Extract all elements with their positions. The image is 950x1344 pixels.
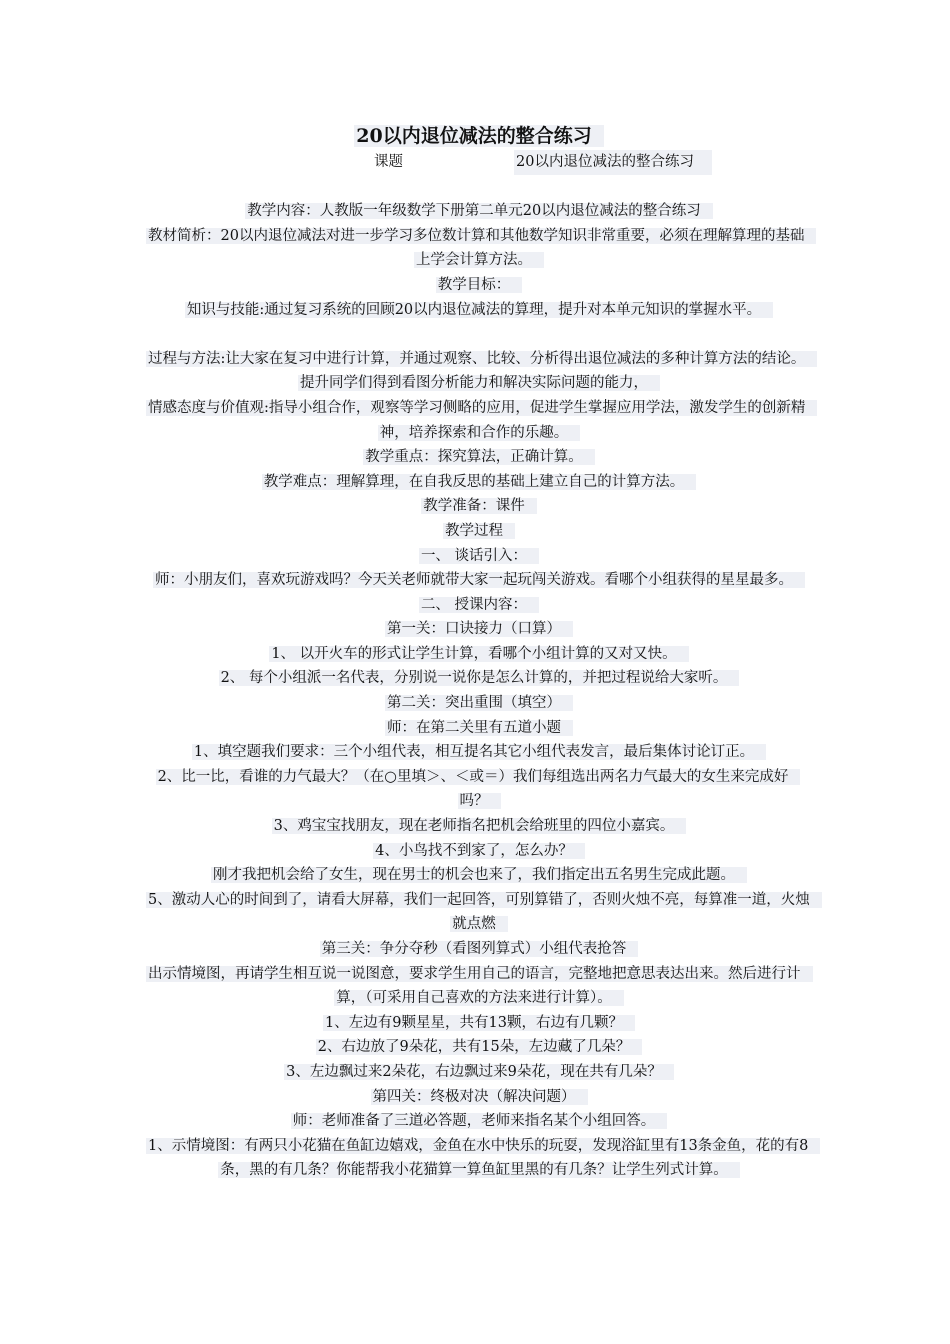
paragraph-text: 第二关：突出重围（填空） bbox=[385, 695, 573, 711]
paragraph-line bbox=[146, 1011, 812, 1036]
paragraph-line bbox=[146, 519, 812, 544]
paragraph-line bbox=[146, 937, 812, 962]
paragraph-text: 第三关：争分夺秒（看图列算式）小组代表抢答 bbox=[320, 941, 639, 957]
paragraph-line bbox=[146, 593, 812, 618]
paragraph-line bbox=[146, 765, 812, 814]
document-lines bbox=[146, 199, 812, 1183]
paragraph-text: 知识与技能:通过复习系统的回顾20以内退位减法的算理，提升对本单元知识的掌握水平。 bbox=[185, 302, 773, 318]
paragraph-text: 3、鸡宝宝找朋友，现在老师指名把机会给班里的四位小嘉宾。 bbox=[272, 818, 687, 834]
paragraph-line bbox=[146, 740, 812, 765]
paragraph-text: 教学目标： bbox=[436, 277, 523, 293]
paragraph-text: 一、 谈话引入： bbox=[419, 548, 539, 564]
document-body bbox=[146, 122, 812, 1183]
paragraph-text: 过程与方法:让大家在复习中进行计算，并通过观察、比较、分析得出退位减法的多种计算方法的结论。提升同学们得到看图分析能力和解决实际问题的能力， bbox=[146, 351, 817, 392]
paragraph-line bbox=[146, 396, 812, 445]
document-title bbox=[146, 122, 812, 150]
paragraph-text: 教学难点：理解算理，在自我反思的基础上建立自己的计算方法。 bbox=[262, 474, 697, 490]
paragraph-line bbox=[146, 494, 812, 519]
paragraph-line bbox=[146, 273, 812, 298]
paragraph-line bbox=[146, 568, 812, 593]
paragraph-line bbox=[146, 666, 812, 691]
paragraph-line bbox=[146, 962, 812, 1011]
paragraph-text: 1、填空题我们要求：三个小组代表，相互提名其它小组代表发言，最后集体讨论订正。 bbox=[192, 744, 766, 760]
paragraph-line bbox=[146, 470, 812, 495]
paragraph-text: 2、 每个小组派一名代表，分别说一说你是怎么计算的，并把过程说给大家听。 bbox=[219, 670, 740, 686]
paragraph-line bbox=[146, 691, 812, 716]
paragraph-line bbox=[146, 1085, 812, 1110]
paragraph-text: 教材简析：20以内退位减法对进一步学习多位数计算和其他数学知识非常重要，必须在理解算理的基础上学会计算方法。 bbox=[146, 228, 816, 269]
blank-line bbox=[146, 322, 812, 347]
paragraph-text: 教学内容：人教版一年级数学下册第二单元20以内退位减法的整合练习 bbox=[245, 203, 712, 219]
paragraph-line bbox=[146, 716, 812, 741]
paragraph-text: 第四关：终极对决（解决问题） bbox=[371, 1089, 588, 1105]
paragraph-text: 2、右边放了9朵花，共有15朵，左边藏了几朵？ bbox=[316, 1039, 642, 1055]
paragraph-line bbox=[146, 814, 812, 839]
topic-label: 课题 bbox=[374, 154, 404, 170]
paragraph-line bbox=[146, 617, 812, 642]
paragraph-text: 1、左边有9颗星星，共有13颗，右边有几颗？ bbox=[323, 1015, 635, 1031]
paragraph-text: 情感态度与价值观:指导小组合作，观察等学习侧略的应用，促进学生掌握应用学法，激发学生的创新精神，培养探索和合作的乐趣。 bbox=[146, 400, 817, 441]
paragraph-line bbox=[146, 544, 812, 569]
paragraph-text: 3、左边飘过来2朵花，右边飘过来9朵花，现在共有几朵？ bbox=[284, 1064, 674, 1080]
paragraph-text: 第一关：口诀接力（口算） bbox=[385, 621, 573, 637]
paragraph-line bbox=[146, 347, 812, 396]
paragraph-text: 师：老师准备了三道必答题，老师来指名某个小组回答。 bbox=[291, 1113, 668, 1129]
paragraph-text: 二、 授课内容： bbox=[419, 597, 539, 613]
paragraph-text: 出示情境图，再请学生相互说一说图意，要求学生用自己的语言，完整地把意思表达出来。然后进行计算，（可采用自己喜欢的方法来进行计算）。 bbox=[146, 966, 813, 1007]
paragraph-line bbox=[146, 298, 812, 323]
paragraph-text: 4、小鸟找不到家了，怎么办？ bbox=[373, 843, 585, 859]
paragraph-text: 教学重点：探究算法，正确计算。 bbox=[363, 449, 595, 465]
document-title-text: 20以内退位减法的整合练习 bbox=[354, 125, 603, 147]
paragraph-text: 5、激动人心的时间到了，请看大屏幕，我们一起回答，可别算错了，否则火烛不亮，每算准一道，火烛就点燃 bbox=[146, 892, 822, 933]
paragraph-text: 师：小朋友们，喜欢玩游戏吗？今天关老师就带大家一起玩闯关游戏。看哪个小组获得的星星最多。 bbox=[153, 572, 805, 588]
paragraph-text: 1、示情境图：有两只小花猫在鱼缸边嬉戏，金鱼在水中快乐的玩耍，发现浴缸里有13条金鱼，花的有8条，黑的有几条？你能帮我小花猫算一算鱼缸里黑的有几条？让学生列式计算。 bbox=[146, 1138, 820, 1179]
topic-value: 20以内退位减法的整合练习 bbox=[514, 150, 712, 175]
paragraph-text: 2、比一比，看谁的力气最大？（在○里填＞、＜或＝）我们每组选出两名力气最大的女生来完成好吗？ bbox=[156, 769, 801, 810]
paragraph-text: 1、 以开火车的形式让学生计算，看哪个小组计算的又对又快。 bbox=[269, 646, 688, 662]
paragraph-line bbox=[146, 1109, 812, 1134]
paragraph-text: 教学准备：课件 bbox=[421, 498, 537, 514]
paragraph-line bbox=[146, 888, 812, 937]
paragraph-line bbox=[146, 1035, 812, 1060]
blank-line bbox=[146, 175, 812, 200]
paragraph-line bbox=[146, 642, 812, 667]
paragraph-line bbox=[146, 839, 812, 864]
topic-row bbox=[146, 150, 812, 175]
paragraph-line bbox=[146, 1134, 812, 1183]
paragraph-line bbox=[146, 224, 812, 273]
paragraph-line bbox=[146, 445, 812, 470]
paragraph-line bbox=[146, 863, 812, 888]
paragraph-line bbox=[146, 1060, 812, 1085]
paragraph-text: 教学过程 bbox=[443, 523, 515, 539]
paragraph-text: 刚才我把机会给了女生，现在男士的机会也来了，我们指定出五名男生完成此题。 bbox=[211, 867, 747, 883]
paragraph-text: 师：在第二关里有五道小题 bbox=[385, 720, 573, 736]
paragraph-line bbox=[146, 199, 812, 224]
